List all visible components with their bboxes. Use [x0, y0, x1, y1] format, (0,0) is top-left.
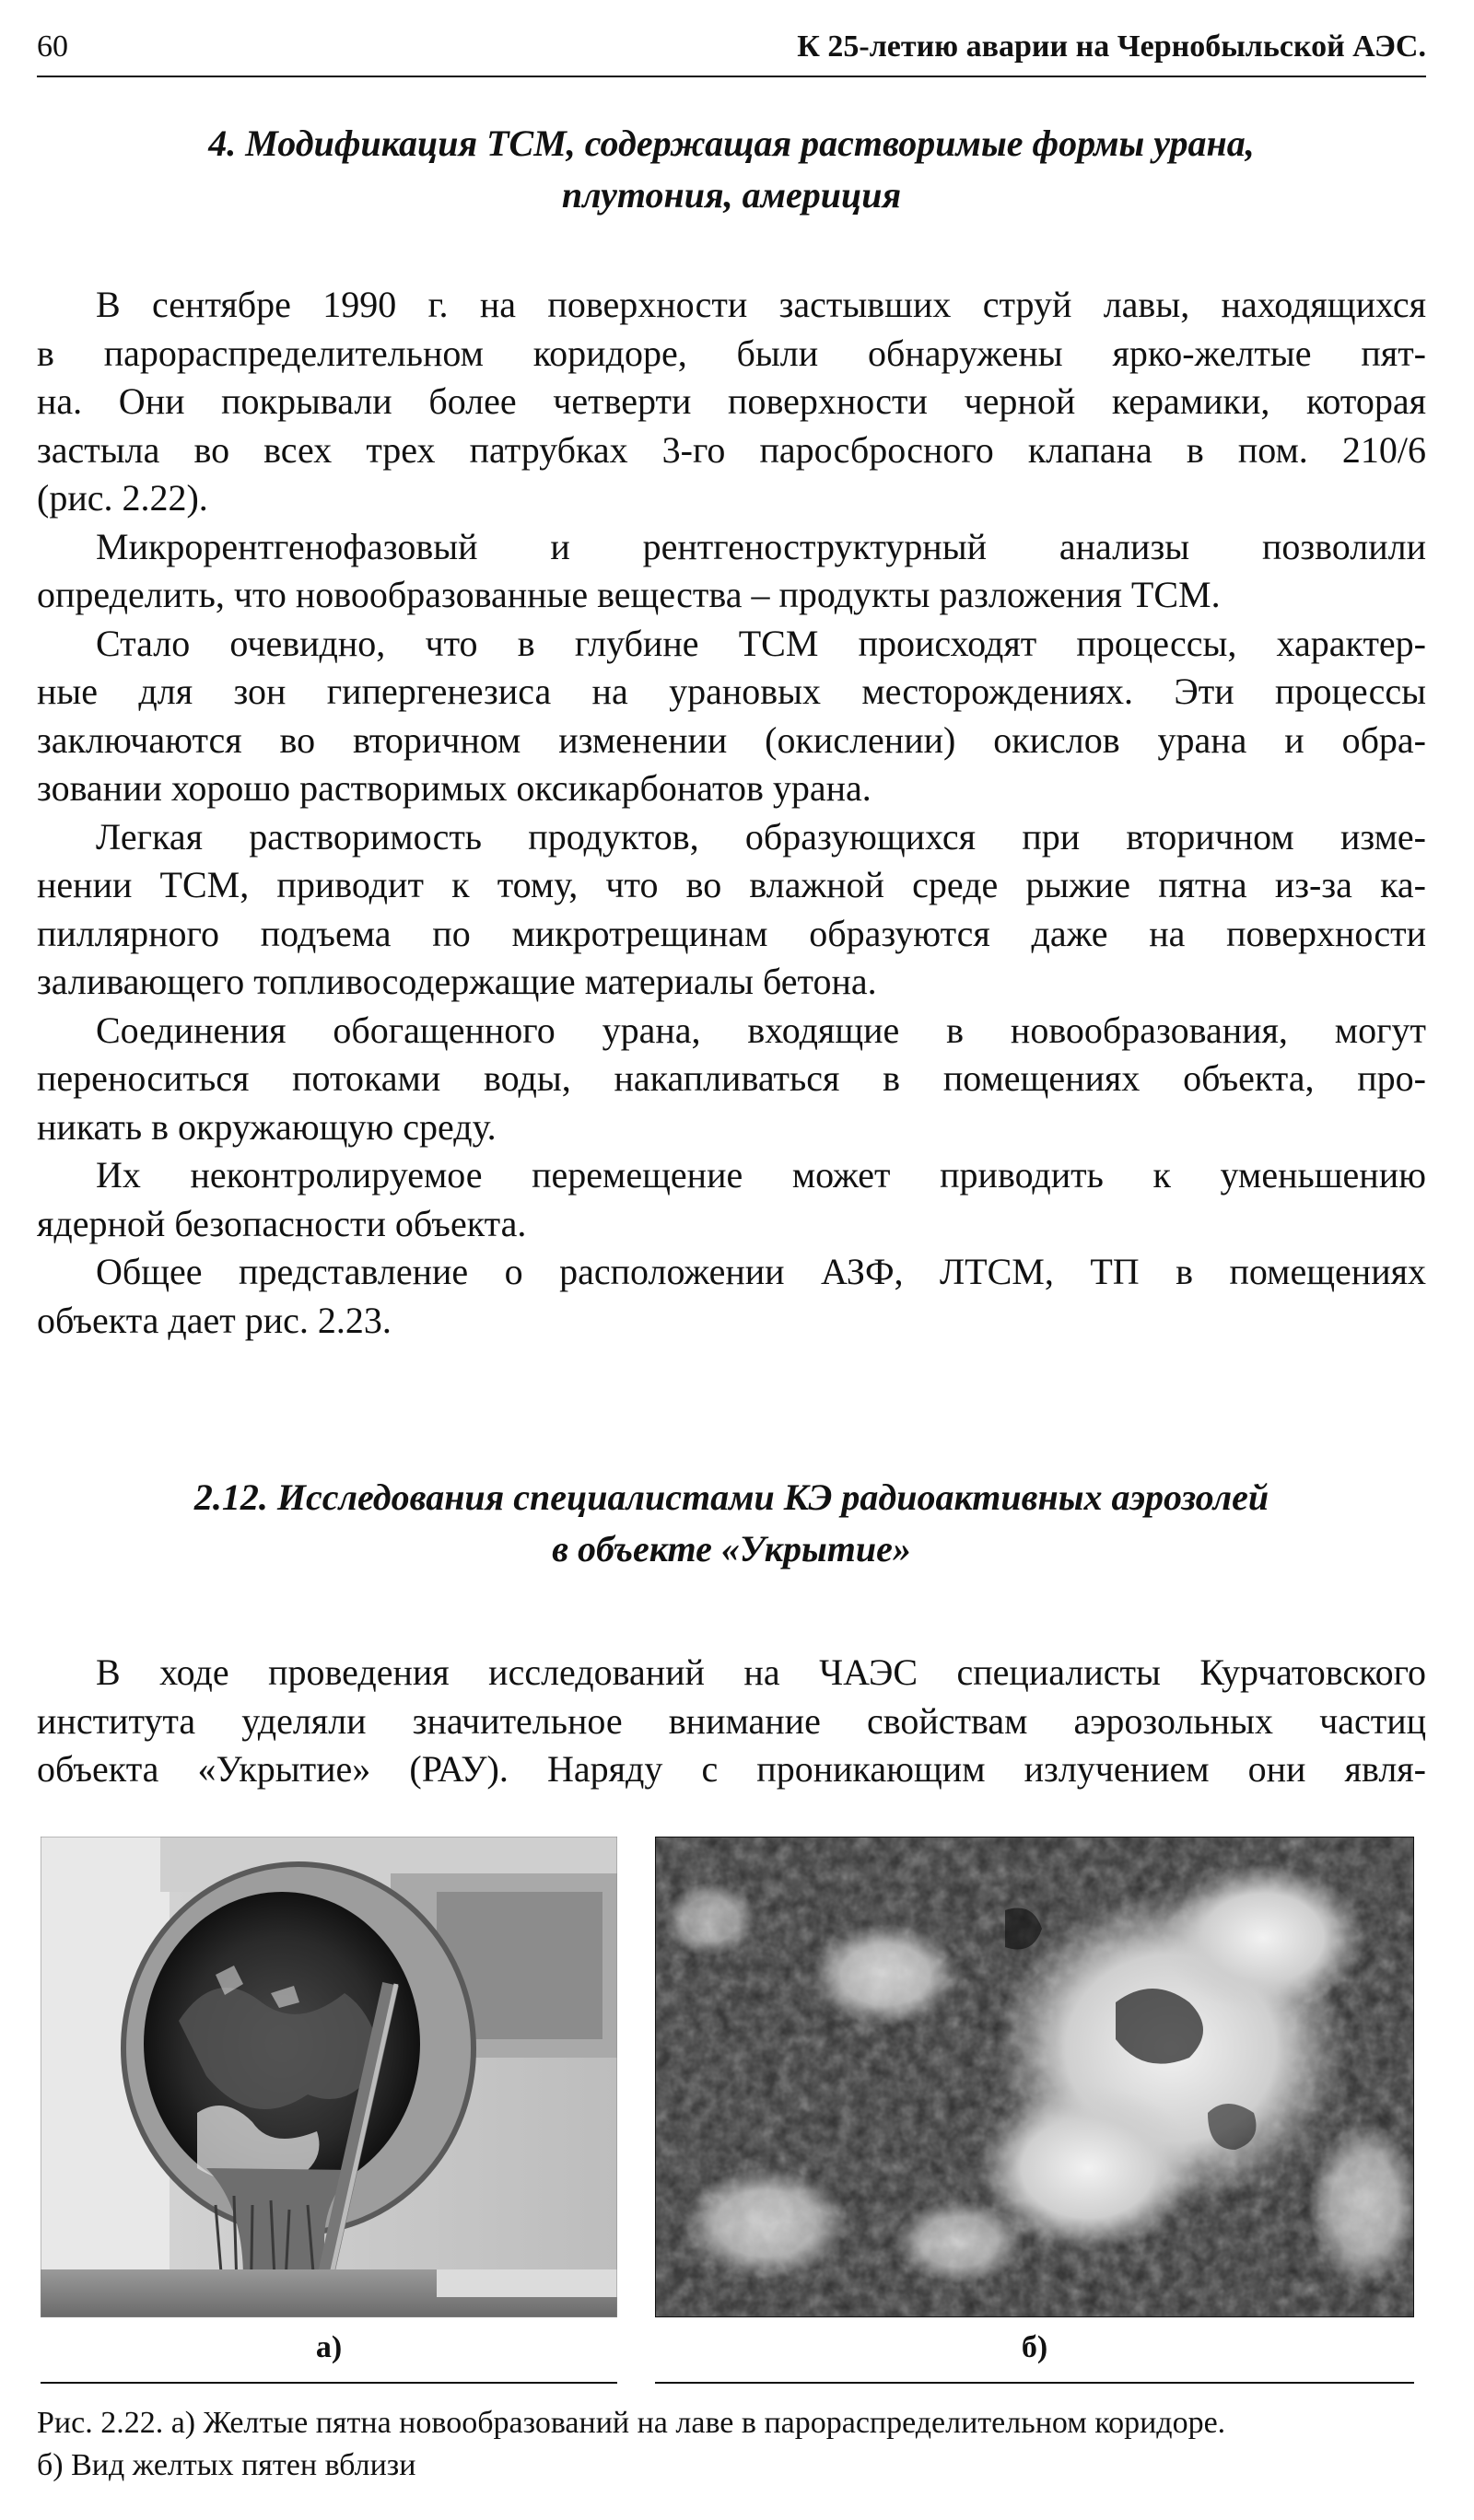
text-line: никать в окружающую среду.	[37, 1105, 497, 1148]
text-line: пиллярного подъема по микротрещинам образуются даже на поверхности	[37, 912, 1426, 954]
text-line: института уделяли значительное внимание свойствам аэрозольных частиц	[37, 1699, 1426, 1742]
text-line: ные для зон гипергенезиса на урановых месторождениях. Эти процессы	[37, 671, 1426, 712]
caption-line: Рис. 2.22. а) Желтые пятна новообразований на лаве в парораспределительном коридоре.	[37, 2406, 1226, 2440]
running-header	[37, 28, 1426, 77]
text-line: нении ТСМ, приводит к тому, что во влажной среде рыжие пятна из-за ка-	[37, 864, 1426, 905]
text-line: на. Они покрывали более четверти поверхности черной керамики, которая	[37, 380, 1426, 422]
text-line: Соединения обогащенного урана, входящие в новообразования, могут	[96, 1009, 1426, 1051]
photo-lava-in-pipe-graphic	[41, 1837, 617, 2317]
text-line: В сентябре 1990 г. на поверхности застывших струй лавы, находящихся	[96, 284, 1426, 325]
text-line: объекта дает рис. 2.23.	[37, 1299, 392, 1341]
section-heading-4	[37, 118, 1426, 221]
heading-line: в объекте «Укрытие»	[552, 1528, 911, 1569]
section-4-text	[37, 281, 1426, 1345]
text-line: Легкая растворимость продуктов, образующихся при вторичном изме-	[96, 815, 1426, 858]
figure-rule-b	[655, 2382, 1414, 2384]
text-line: ядерной безопасности объекта.	[37, 1202, 527, 1244]
text-line: застыла во всех трех патрубках 3-го паросбросного клапана в пом. 210/6	[37, 428, 1426, 471]
caption-line: б) Вид желтых пятен вблизи	[37, 2448, 416, 2482]
text-line: (рис. 2.22).	[37, 477, 208, 519]
heading-line: 4. Модификация ТСМ, содержащая растворимые формы урана,	[208, 122, 1255, 164]
section-heading-2-12	[37, 1472, 1426, 1575]
text-line: Их неконтролируемое перемещение может приводить к уменьшению	[96, 1154, 1426, 1196]
text-line: объекта «Укрытие» (РАУ). Наряду с проникающим излучением они явля-	[37, 1748, 1426, 1790]
running-title: К 25-летию аварии на Чернобыльской АЭС.	[797, 29, 1426, 64]
heading-line: плутония, америция	[561, 174, 902, 216]
section-2-12-text	[37, 1649, 1426, 1794]
text-line: Общее представление о расположении АЗФ, ЛТСМ, ТП в помещениях	[96, 1251, 1426, 1292]
text-line: зовании хорошо растворимых оксикарбонатов урана.	[37, 767, 872, 809]
photo-yellow-spots-graphic	[655, 1837, 1414, 2317]
figure-label-b: б)	[1021, 2330, 1048, 2364]
text-line: в парораспределительном коридоре, были обнаружены ярко-желтые пят-	[37, 332, 1426, 374]
text-line: определить, что новообразованные вещества – продукты разложения ТСМ.	[37, 574, 1221, 615]
heading-line: 2.12. Исследования специалистами КЭ радиоактивных аэрозолей	[193, 1476, 1269, 1518]
figure-label-a: а)	[315, 2330, 343, 2364]
text-line: В ходе проведения исследований на ЧАЭС специалисты Курчатовского	[96, 1651, 1426, 1693]
photo-lava-in-pipe	[41, 1837, 617, 2317]
photo-yellow-spots-closeup	[655, 1837, 1414, 2317]
text-line: Стало очевидно, что в глубине ТСМ происходят процессы, характер-	[96, 622, 1426, 664]
text-line: Микрорентгенофазовый и рентгеноструктурный анализы позволили	[96, 525, 1426, 567]
text-line: переноситься потоками воды, накапливаться в помещениях объекта, про-	[37, 1057, 1426, 1099]
figure-rule-a	[41, 2382, 617, 2384]
figure-caption	[37, 2402, 1426, 2487]
text-line: заливающего топливосодержащие материалы бетона.	[37, 961, 877, 1002]
text-line: заключаются во вторичном изменении (окислении) окислов урана и обра-	[37, 718, 1426, 761]
page-number: 60	[37, 29, 68, 64]
